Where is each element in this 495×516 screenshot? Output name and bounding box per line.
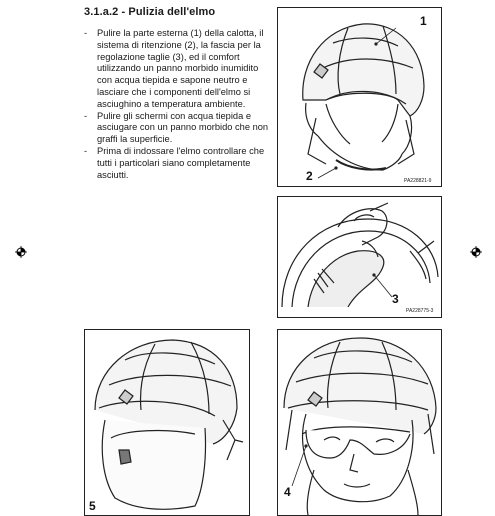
figure-helmet-worn: [277, 329, 442, 516]
callout-2: 2: [306, 169, 313, 183]
figure-code: PA228821-9: [404, 178, 432, 184]
list-item: - Prima di indossare l'elmo controllare che tutti i particolari siano completamente asciutti.: [84, 146, 274, 181]
figure-helmet-exterior: [277, 7, 442, 187]
figure-face-shield: [84, 329, 250, 516]
size-band-illustration: [278, 197, 441, 317]
face-shield-illustration: [85, 330, 249, 515]
registration-mark-icon: [15, 246, 27, 258]
helmet-exterior-illustration: [278, 8, 441, 186]
list-item: - Pulire gli schermi con acqua tiepida e asciugare con un panno morbido che non graffi la superficie.: [84, 111, 274, 146]
list-item: - Pulire la parte esterna (1) della calotta, il sistema di ritenzione (2), la fascia per la regolazione taglie (3), ed il comfort utilizzando un panno morbido inumidito con acqua tiepida e sapone neutro e lasciare che i componenti dell'elmo si asciughino a temperatura ambiente.: [84, 28, 274, 111]
callout-5: 5: [89, 499, 96, 513]
callout-3: 3: [392, 292, 399, 306]
registration-mark-icon: [470, 246, 482, 258]
figure-size-band: [277, 196, 442, 318]
figure-code: PA228775-3: [406, 308, 434, 314]
callout-1: 1: [420, 14, 427, 28]
callout-4: 4: [284, 485, 291, 499]
cleaning-instructions-list: [84, 28, 274, 181]
helmet-worn-illustration: [278, 330, 441, 515]
section-heading: 3.1.a.2 - Pulizia dell'elmo: [84, 6, 216, 18]
